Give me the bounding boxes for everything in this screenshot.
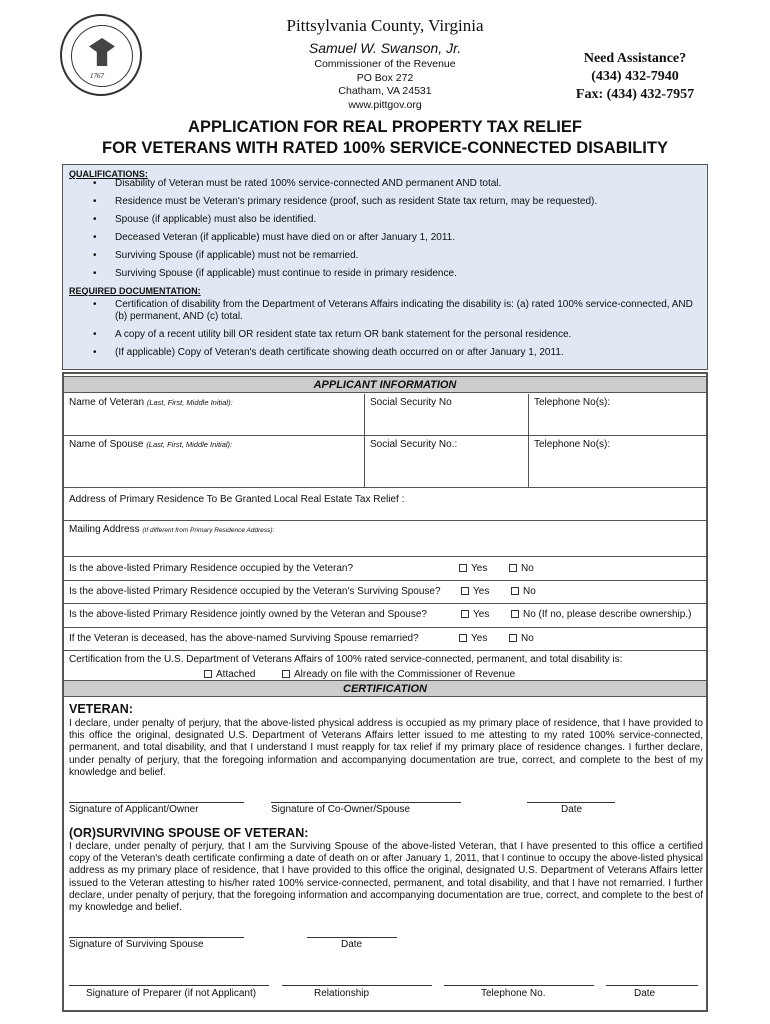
assist-label: Need Assistance? (583, 51, 687, 66)
question-text: Is the above-listed Primary Residence occupied by the Veteran's Surviving Spouse? (69, 586, 441, 597)
no-checkbox[interactable] (511, 586, 536, 597)
coowner-signature-line[interactable] (271, 802, 461, 803)
mailing-hint: (If different from Primary Residence Address): (142, 527, 275, 534)
on-file-label: Already on file with the Commissioner of Revenue (294, 669, 516, 680)
surviving-spouse-heading: (OR)SURVIVING SPOUSE OF VETERAN: (69, 826, 309, 840)
preparer-signature-line[interactable] (69, 985, 269, 986)
preparer-date-line[interactable] (606, 985, 698, 986)
po-box: PO Box 272 (356, 71, 414, 84)
spouse-signature-label: Signature of Surviving Spouse (69, 939, 204, 950)
telephone-label: Telephone No(s): (534, 397, 611, 408)
address-block (235, 58, 535, 112)
ssn-label: Social Security No (370, 397, 452, 408)
documentation-heading: REQUIRED DOCUMENTATION: (69, 286, 201, 296)
no-label: No (521, 563, 534, 574)
yes-label: Yes (473, 609, 490, 620)
preparer-telephone-label: Telephone No. (481, 988, 546, 999)
primary-address-field[interactable] (64, 488, 706, 521)
no-checkbox[interactable] (509, 563, 534, 574)
veteran-declaration: I declare, under penalty of perjury, that the above-listed physical address is occupied as my primary place of residence, that I have provided to this office the original, designated U.S. Department of Veterans Affairs letter issued to me attesting to my rated 100% service-connected, permanent, and total disability, and that I understand I must reapply for tax relief if my primary place of residence changes. I further declare, under penalty of perjury, that the foregoing information and accompanying documentation are true, correct, and complete to the best of my knowledge and belief. (69, 718, 703, 778)
website-link[interactable]: www.pittgov.org (348, 98, 422, 111)
qualification-item: • Deceased Veteran (if applicable) must have died on or after January 1, 2011. (69, 232, 701, 244)
documentation-item: • Certification of disability from the Department of Veterans Affairs indicating the disability is: (a) rated 100% service-connected, AND (b) permanent, AND (c) total. (69, 299, 701, 323)
no-label: No (521, 633, 534, 644)
attached-label: Attached (216, 669, 256, 680)
yes-label: Yes (471, 563, 488, 574)
date-label: Date (561, 804, 583, 815)
no-label: No (If no, please describe ownership.) (523, 609, 692, 620)
question-row (64, 604, 706, 628)
spouse-row (64, 436, 706, 488)
spouse-ssn-field[interactable] (364, 436, 528, 487)
documentation-item: • (If applicable) Copy of Veteran's death certificate showing death occurred on or after January 1, 2011. (69, 347, 701, 359)
question-row (64, 557, 706, 581)
spouse-date-line[interactable] (307, 937, 397, 938)
qualification-item: • Surviving Spouse (if applicable) must continue to reside in primary residence. (69, 268, 701, 280)
veteran-name-label: Name of Veteran (69, 397, 145, 408)
application-form (62, 372, 708, 1012)
yes-checkbox[interactable] (459, 633, 487, 644)
qualification-item: • Spouse (if applicable) must also be identified. (69, 214, 701, 226)
question-row (64, 581, 706, 604)
applicant-signature-line[interactable] (69, 802, 244, 803)
qualification-item: • Surviving Spouse (if applicable) must not be remarried. (69, 250, 701, 262)
commissioner-name: Samuel W. Swanson, Jr. (308, 40, 462, 56)
on-file-checkbox[interactable] (282, 669, 515, 680)
veteran-row (64, 394, 706, 436)
spouse-signature-line[interactable] (69, 937, 244, 938)
county-name: Pittsylvania County, Virginia (286, 16, 484, 35)
telephone-label: Telephone No(s): (534, 439, 611, 450)
date-label: Date (341, 939, 363, 950)
relationship-label: Relationship (314, 988, 370, 999)
title-line-1: APPLICATION FOR REAL PROPERTY TAX RELIEF (188, 118, 582, 136)
certification-header: CERTIFICATION (64, 680, 706, 697)
veteran-date-line[interactable] (527, 802, 615, 803)
assistance-block (545, 50, 725, 104)
va-certification-text: Certification from the U.S. Department of Veterans Affairs of 100% rated service-connected, permanent, and total disability is: (69, 654, 623, 665)
applicant-signature-label: Signature of Applicant/Owner (69, 804, 199, 815)
qualification-item: • Residence must be Veteran's primary residence (proof, such as resident State tax return, may be requested). (69, 196, 701, 208)
qualifications-box (62, 164, 708, 370)
name-hint: (Last, First, Middle Initial): (146, 440, 233, 449)
question-row (64, 628, 706, 651)
mailing-label: Mailing Address (69, 524, 140, 535)
commissioner-title: Commissioner of the Revenue (314, 58, 456, 70)
no-label: No (523, 586, 536, 597)
name-hint: (Last, First, Middle Initial): (146, 398, 233, 407)
spouse-telephone-field[interactable] (528, 436, 708, 487)
spouse-name-label: Name of Spouse (69, 439, 144, 450)
ssn-label: Social Security No.: (370, 439, 458, 450)
coowner-signature-label: Signature of Co-Owner/Spouse (271, 804, 410, 815)
yes-label: Yes (473, 586, 490, 597)
mailing-address-field[interactable] (64, 521, 706, 557)
attached-checkbox[interactable] (204, 669, 255, 680)
city: Chatham, VA 24531 (338, 85, 432, 97)
yes-checkbox[interactable] (461, 586, 489, 597)
form-title (40, 117, 730, 159)
veteran-heading: VETERAN: (69, 702, 133, 716)
qualification-item: • Disability of Veteran must be rated 100% service-connected AND permanent AND total. (69, 178, 701, 190)
question-text: If the Veteran is deceased, has the above-named Surviving Spouse remarried? (69, 633, 419, 644)
yes-checkbox[interactable] (459, 563, 487, 574)
question-text: Is the above-listed Primary Residence jointly owned by the Veteran and Spouse? (69, 609, 427, 620)
no-checkbox[interactable] (509, 633, 534, 644)
seal-year: 1767 (90, 72, 104, 80)
yes-label: Yes (471, 633, 488, 644)
preparer-signature-label: Signature of Preparer (if not Applicant) (86, 988, 257, 999)
relationship-line[interactable] (282, 985, 432, 986)
question-text: Is the above-listed Primary Residence occupied by the Veteran? (69, 563, 354, 574)
applicant-info-header: APPLICANT INFORMATION (64, 376, 706, 393)
yes-checkbox[interactable] (461, 609, 489, 620)
documentation-item: • A copy of a recent utility bill OR resident state tax return OR bank statement for the personal residence. (69, 329, 701, 341)
spouse-declaration: I declare, under penalty of perjury, that I am the Surviving Spouse of the above-listed Veteran, that I have presented to this office a certified copy of the Veteran's death certificate confirming a date of death on or after January 1, 2011, that I continue to occupy the above-listed physical address as my primary place of residence, that I have provided to this office the original, designated U.S. Department of Veterans Affairs letter issued to the Veteran attesting to his/her rated 100% service-connected, permanent, and total disability, and that I have not remarried. I further declare, under penalty of perjury, that the foregoing information and accompanying documentation are true, correct, and complete to the best of my knowledge and belief. (69, 841, 703, 914)
date-label: Date (634, 988, 656, 999)
county-seal (60, 14, 142, 96)
veteran-telephone-field[interactable] (528, 394, 708, 435)
preparer-telephone-line[interactable] (444, 985, 594, 986)
veteran-ssn-field[interactable] (364, 394, 528, 435)
qualifications-heading: QUALIFICATIONS: (69, 169, 148, 179)
fax-number: Fax: (434) 432-7957 (575, 87, 695, 102)
title-line-2: FOR VETERANS WITH RATED 100% SERVICE-CONNECTED DISABILITY (102, 139, 668, 157)
no-checkbox[interactable] (511, 609, 691, 620)
address-label: Address of Primary Residence To Be Granted Local Real Estate Tax Relief : (69, 494, 405, 505)
phone-number: (434) 432-7940 (591, 69, 679, 84)
